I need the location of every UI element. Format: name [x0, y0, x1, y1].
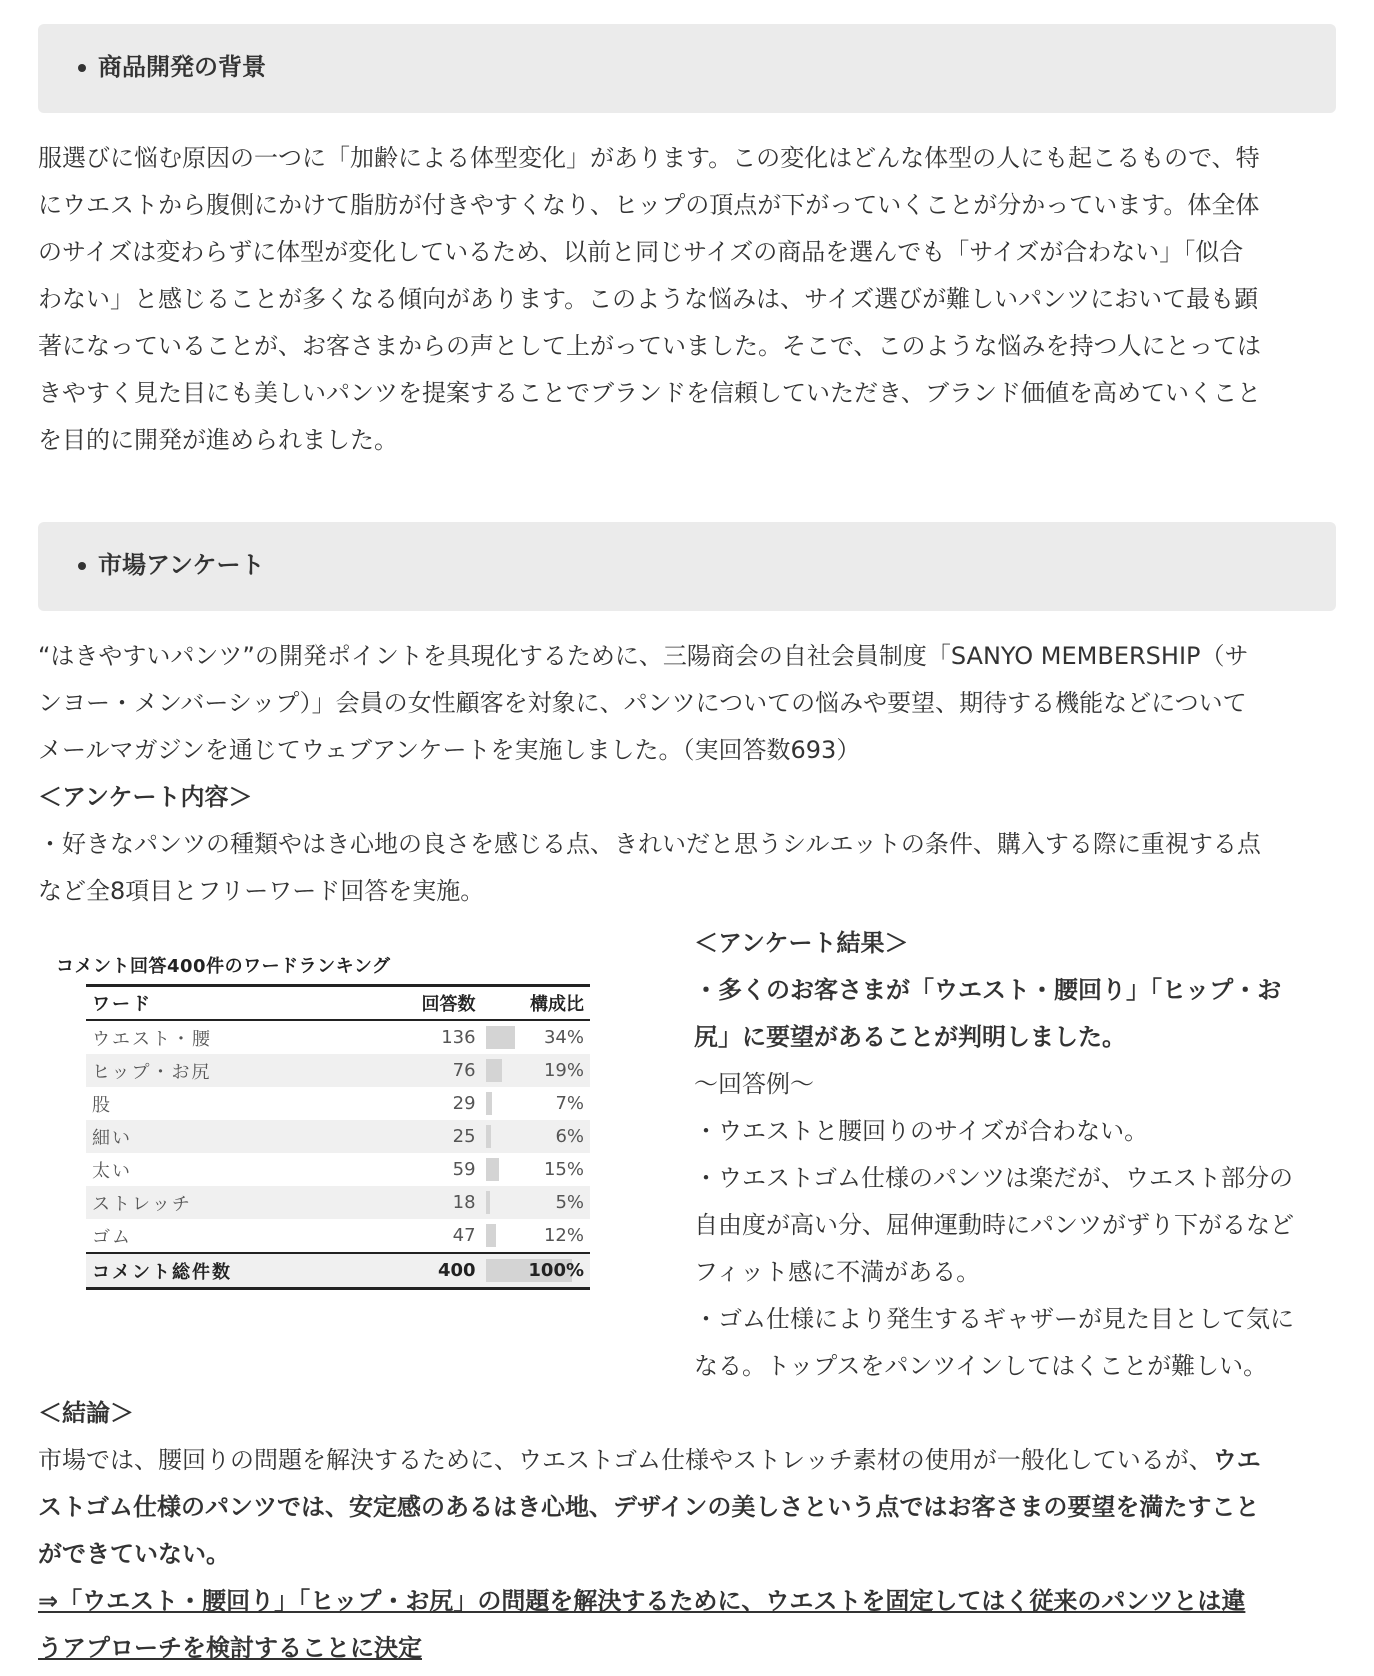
- bullet-icon: [78, 562, 86, 570]
- ratio-value: 19%: [543, 1060, 584, 1081]
- table-total-row: [86, 1253, 590, 1289]
- background-paragraph: [38, 135, 1338, 464]
- table-row: [86, 1054, 590, 1087]
- text-line: にウエストから腹側にかけて脂肪が付きやすくなり、ヒップの頂点が下がっていくことが分かっています。体全体: [38, 191, 1260, 219]
- text-line: フィット感に不満がある。: [694, 1258, 981, 1286]
- bullet-icon: [78, 64, 86, 72]
- count-cell: 76: [399, 1054, 481, 1087]
- section-header-background: [38, 24, 1336, 113]
- count-cell: 47: [452, 1225, 476, 1246]
- survey-intro: [38, 633, 1338, 915]
- word-cell: 股: [92, 1094, 112, 1116]
- section-header-survey: [38, 522, 1336, 611]
- decision-text: ⇒「ウエスト・腰回り」「ヒップ・お尻」の問題を解決するために、ウエストを固定してはく従来のパンツとは違: [38, 1587, 1246, 1615]
- text-line: なる。トップスをパンツインしてはくことが難しい。: [694, 1352, 1268, 1380]
- conclusion: [38, 1390, 1338, 1672]
- ratio-bar: [486, 1092, 492, 1115]
- ratio-cell: [482, 1219, 590, 1253]
- text-line: など全8項目とフリーワード回答を実施。: [38, 877, 485, 905]
- ratio-cell: [482, 1020, 590, 1054]
- ratio-cell: [482, 1120, 590, 1153]
- table-row: [86, 1087, 590, 1120]
- text-line: “はきやすいパンツ”の開発ポイントを具現化するために、三陽商会の自社会員制度「SANYO MEMBERSHIP（サ: [38, 642, 1249, 670]
- ratio-cell: [482, 1054, 590, 1087]
- result-highlight: 尻」に要望があることが判明しました。: [694, 1023, 1126, 1051]
- ratio-bar: [486, 1125, 491, 1148]
- word-ranking-table: [86, 984, 590, 1290]
- result-highlight: ・多くのお客さまが「ウエスト・腰回り」「ヒップ・お: [694, 976, 1282, 1004]
- text-line: ・ウエストと腰回りのサイズが合わない。: [694, 1117, 1149, 1145]
- figure-title: コメント回答400件のワードランキング: [56, 956, 391, 977]
- table-row: [86, 1120, 590, 1153]
- conclusion-emphasis: ができていない。: [38, 1540, 230, 1568]
- table-row: [86, 1186, 590, 1219]
- ratio-value: 34%: [543, 1027, 584, 1048]
- text-line: 著になっていることが、お客さまからの声として上がっていました。そこで、このような悩みを持つ人にとっては: [38, 332, 1262, 360]
- conclusion-line: [38, 1437, 1338, 1484]
- conclusion-emphasis: ストゴム仕様のパンツでは、安定感のあるはき心地、デザインの美しさという点ではお客さまの要望を満たすこと: [38, 1493, 1260, 1521]
- table-row: [86, 1153, 590, 1186]
- word-cell: ヒップ・お尻: [86, 1054, 399, 1087]
- word-cell: ウエスト・腰: [92, 1028, 212, 1050]
- text-line: のサイズは変わらずに体型が変化しているため、以前と同じサイズの商品を選んでも「サイズが合わない」「似合: [38, 238, 1244, 266]
- ratio-cell: [482, 1186, 590, 1219]
- column-header-word: ワード: [86, 986, 399, 1021]
- count-cell: 25: [399, 1120, 481, 1153]
- ratio-cell: [482, 1253, 590, 1289]
- table-row: [86, 1020, 590, 1054]
- ratio-bar: [486, 1158, 499, 1181]
- ratio-cell: [482, 1087, 590, 1120]
- text-line: 〜回答例〜: [694, 1070, 814, 1098]
- ratio-value: 7%: [555, 1093, 584, 1114]
- ratio-bar: [486, 1224, 496, 1247]
- count-cell: 59: [452, 1159, 476, 1180]
- section-title: 商品開発の背景: [98, 53, 266, 81]
- text-line: きやすく見た目にも美しいパンツを提案することでブランドを信頼していただき、ブランド価値を高めていくこと: [38, 379, 1262, 407]
- word-ranking-figure: [50, 948, 610, 1300]
- count-cell: 29: [452, 1093, 476, 1114]
- word-cell: 細い: [86, 1120, 399, 1153]
- conclusion-emphasis: ウエ: [1212, 1446, 1261, 1474]
- conclusion-text: 市場では、腰回りの問題を解決するために、ウエストゴム仕様やストレッチ素材の使用が一般化しているが、: [38, 1446, 1213, 1474]
- text-line: わない」と感じることが多くなる傾向があります。このような悩みは、サイズ選びが難しいパンツにおいて最も顕: [38, 285, 1259, 313]
- column-header-ratio: 構成比: [482, 986, 590, 1021]
- table-row: [86, 1219, 590, 1253]
- section-title: 市場アンケート: [98, 551, 265, 579]
- count-cell: 400: [399, 1253, 481, 1289]
- text-line: メールマガジンを通じてウェブアンケートを実施しました。（実回答数693）: [38, 736, 861, 764]
- text-line: ・ゴム仕様により発生するギャザーが見た目として気に: [694, 1305, 1294, 1333]
- word-cell: 太い: [92, 1160, 132, 1182]
- ratio-bar: [486, 1191, 490, 1214]
- ratio-cell: [482, 1153, 590, 1186]
- word-cell: ストレッチ: [86, 1186, 399, 1219]
- table-header-row: [86, 986, 590, 1021]
- text-line: 自由度が高い分、屈伸運動時にパンツがずり下がるなど: [694, 1211, 1294, 1239]
- result-heading: ＜アンケート結果＞: [694, 929, 909, 957]
- conclusion-heading: ＜結論＞: [38, 1399, 134, 1427]
- count-cell: 136: [441, 1027, 476, 1048]
- count-cell: 18: [399, 1186, 481, 1219]
- survey-results: [694, 920, 1334, 1390]
- content-heading: ＜アンケート内容＞: [38, 783, 253, 811]
- ratio-value: 15%: [543, 1159, 584, 1180]
- column-header-count: 回答数: [399, 986, 481, 1021]
- ratio-value: 100%: [528, 1260, 584, 1281]
- text-line: を目的に開発が進められました。: [38, 426, 398, 454]
- text-line: ・ウエストゴム仕様のパンツは楽だが、ウエスト部分の: [694, 1164, 1294, 1192]
- ratio-value: 12%: [543, 1225, 584, 1246]
- ratio-bar: [486, 1059, 502, 1082]
- ratio-value: 6%: [555, 1126, 584, 1147]
- text-line: 服選びに悩む原因の一つに「加齢による体型変化」があります。この変化はどんな体型の人にも起こるもので、特: [38, 144, 1260, 172]
- decision-text: うアプローチを検討することに決定: [38, 1634, 422, 1662]
- ratio-value: 5%: [555, 1192, 584, 1213]
- word-cell: コメント総件数: [86, 1253, 399, 1289]
- text-line: ンヨー・メンバーシップ）」会員の女性顧客を対象に、パンツについての悩みや要望、期待する機能などについて: [38, 689, 1247, 717]
- word-cell: ゴム: [92, 1226, 132, 1248]
- ratio-bar: [486, 1026, 515, 1049]
- text-line: ・好きなパンツの種類やはき心地の良さを感じる点、きれいだと思うシルエットの条件、購入する際に重視する点: [38, 830, 1261, 858]
